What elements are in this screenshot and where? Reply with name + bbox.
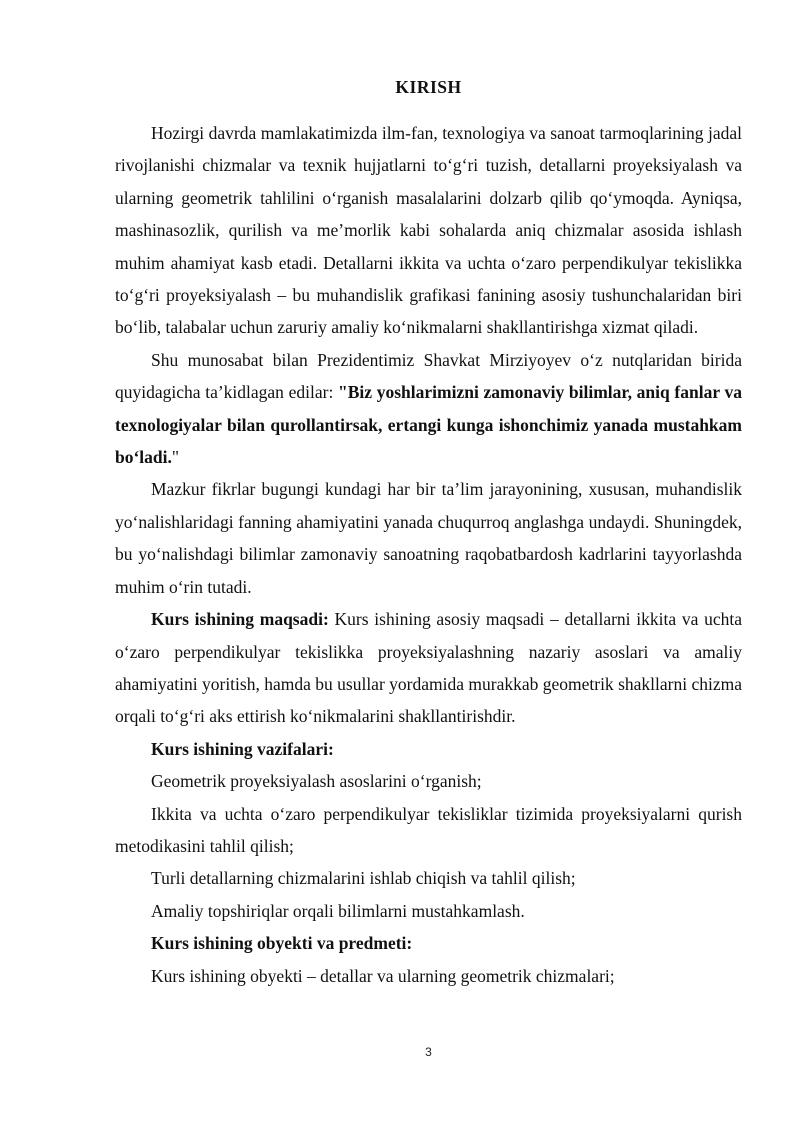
- object-paragraph: Kurs ishining obyekti – detallar va ularning geometrik chizmalari;: [151, 965, 615, 986]
- task-item: Turli detallarning chizmalarini ishlab chiqish va tahlil qilish;: [151, 868, 576, 889]
- task-item: Amaliy topshiriqlar orqali bilimlarni mustahkamlash.: [151, 900, 525, 921]
- task-item: Geometrik proyeksiyalash asoslarini o‘rganish;: [151, 771, 482, 792]
- goal-text: Kurs ishining asosiy maqsadi – detallarni ikkita va uchta o‘zaro perpendikulyar tekislikka proyeksiyalashning nazariy asoslari va amaliy ahamiyatini yoritish, hamda bu usullar yordamida murakkab geometrik shakllarni chizma orqali to‘g‘ri aks ettirish ko‘nikmalarini shakllantirishdir.: [115, 609, 743, 727]
- page-title: KIRISH: [395, 77, 462, 97]
- quote-closing-mark: ": [171, 447, 180, 468]
- goal-paragraph: [115, 603, 742, 733]
- president-quote: "Biz yoshlarimizni zamonaviy bilimlar, aniq fanlar va texnologiyalar bilan qurollantirsak, ertangi kunga ishonchimiz yanada mustahkam bo‘ladi.: [115, 382, 742, 468]
- intro-paragraph: Hozirgi davrda mamlakatimizda ilm-fan, texnologiya va sanoat tarmoqlarining jadal rivojlanishi chizmalar va texnik hujjatlarni to‘g‘ri tuzish, detallarni proyeksiyalash va ularning geometrik tahlilini o‘rganish masalalarini dolzarb qilib qo‘ymoqda. Ayniqsa, mashinasozlik, qurilish va me’morlik kabi sohalarda aniq chizmalar asosida ishlash muhim ahamiyat kasb etadi. Detallarni ikkita va uchta o‘zaro perpendikulyar tekislikka to‘g‘ri proyeksiyalash – bu muhandislik grafikasi fanining asosiy tushunchalaridan biri bo‘lib, talabalar uchun zaruriy amaliy ko‘nikmalarni shakllantirishga xizmat qiladi.: [115, 123, 742, 338]
- task-item: Ikkita va uchta o‘zaro perpendikulyar tekisliklar tizimida proyeksiyalarni qurish metodikasini tahlil qilish;: [115, 803, 742, 856]
- tasks-heading: Kurs ishining vazifalari:: [151, 738, 334, 759]
- context-paragraph: Mazkur fikrlar bugungi kundagi har bir ta’lim jarayonining, xususan, muhandislik yo‘nalishlaridagi fanning ahamiyatini yanada chuqurroq anglashga undaydi. Shuningdek, bu yo‘nalishdagi bilimlar zamonaviy sanoatning raqobatbardosh kadrlarini tayyorlashda muhim o‘rin tutadi.: [115, 479, 742, 597]
- object-heading: Kurs ishining obyekti va predmeti:: [151, 933, 413, 954]
- document-body: [115, 117, 742, 992]
- quote-lead-text: Shu munosabat bilan Prezidentimiz Shavkat Mirziyoyev o‘z nutqlaridan birida quyidagicha ta’kidlagan edilar:: [115, 349, 742, 403]
- quote-paragraph: [115, 344, 742, 474]
- page-number: 3: [425, 1045, 432, 1059]
- goal-label: Kurs ishining maqsadi:: [151, 609, 329, 630]
